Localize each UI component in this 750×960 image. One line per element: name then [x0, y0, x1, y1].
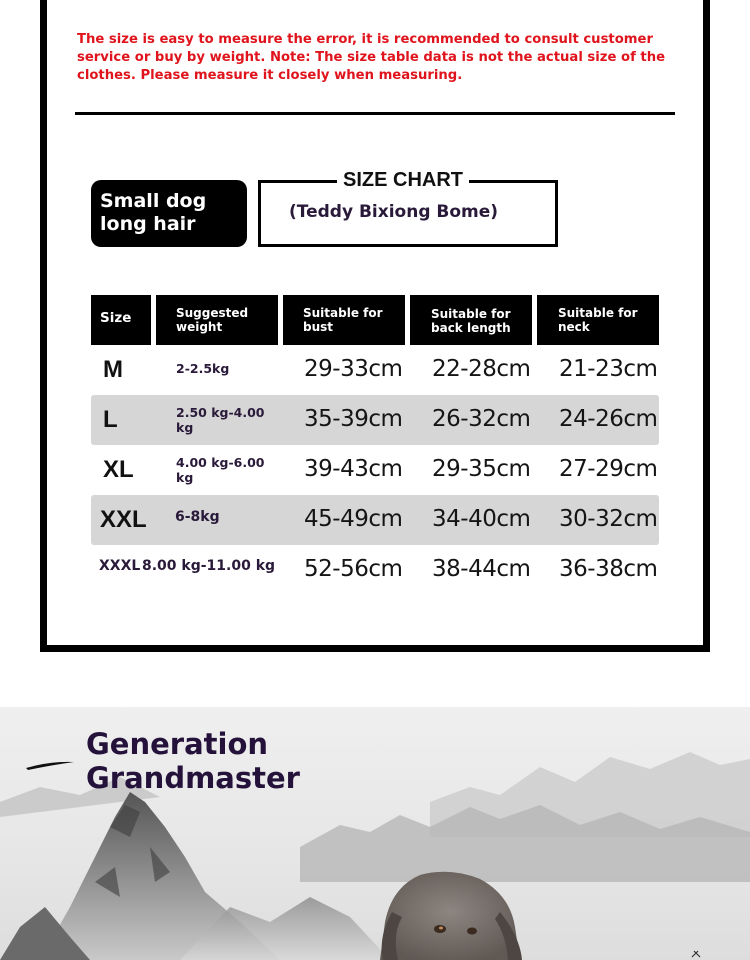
cell-neck-xl: 27-29cm [559, 456, 658, 482]
cell-weight-m: 2-2.5kg [176, 361, 230, 376]
cell-back-m: 22-28cm [432, 356, 531, 382]
cell-bust-xxxl: 52-56cm [304, 556, 403, 582]
cell-bust-xxl: 45-49cm [304, 506, 403, 532]
cell-weight-xl: 4.00 kg-6.00 kg [176, 455, 265, 485]
dog-type-badge [91, 180, 247, 247]
cell-neck-xxl: 30-32cm [559, 506, 658, 532]
banner-title-line-1: Generation [86, 727, 269, 761]
cell-back-xxxl: 38-44cm [432, 556, 531, 582]
cell-neck-xxxl: 36-38cm [559, 556, 658, 582]
measurement-notice: The size is easy to measure the error, it is recommended to consult customer service or buy by weight. Note: The size table data is not the actual size of the clothes. Please measure it closely when measuring. [77, 32, 666, 83]
size-chart-title: SIZE CHART [337, 168, 469, 192]
divider [75, 112, 675, 115]
ink-landscape-banner [0, 707, 750, 960]
cell-size-xxl: XXL [100, 506, 147, 533]
cell-back-l: 26-32cm [432, 406, 531, 432]
cell-neck-m: 21-23cm [559, 356, 658, 382]
cell-neck-l: 24-26cm [559, 406, 658, 432]
header-back-length: Suitable for back length [410, 295, 532, 345]
badge-line-1: Small dog [100, 190, 207, 212]
header-bust: Suitable for bust [283, 295, 405, 345]
cell-weight-xxxl: 8.00 kg-11.00 kg [142, 558, 276, 574]
size-chart-subtitle: (Teddy Bixiong Bome) [289, 202, 499, 222]
header-weight: Suggested weight [156, 295, 278, 345]
cell-weight-xxl: 6-8kg [175, 509, 220, 525]
cell-bust-xl: 39-43cm [304, 456, 403, 482]
cell-size-xl: XL [103, 456, 134, 483]
cell-size-xxxl: XXXL [99, 558, 141, 574]
header-size: Size [91, 295, 151, 345]
cell-back-xl: 29-35cm [432, 456, 531, 482]
banner-title-line-2: Grandmaster [86, 761, 300, 795]
cell-bust-m: 29-33cm [304, 356, 403, 382]
banner-title [86, 727, 300, 795]
cell-back-xxl: 34-40cm [432, 506, 531, 532]
cell-bust-l: 35-39cm [304, 406, 403, 432]
header-neck: Suitable for neck [537, 295, 659, 345]
badge-line-2: long hair [100, 213, 196, 235]
cell-size-l: L [103, 406, 118, 433]
cell-size-m: M [103, 356, 123, 383]
cell-weight-l: 2.50 kg-4.00 kg [176, 405, 265, 435]
